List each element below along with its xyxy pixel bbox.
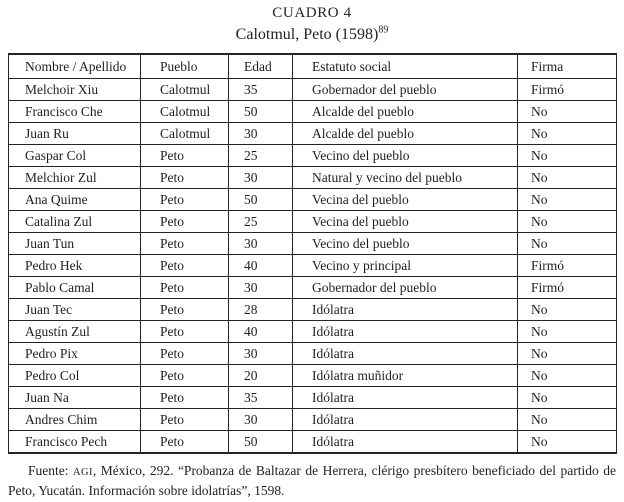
table-cell: 30 [229, 343, 293, 365]
table-cell: No [518, 343, 617, 365]
table-title: CUADRO 4 [272, 5, 352, 21]
table-row [9, 255, 617, 277]
table-cell: Peto [141, 233, 229, 255]
table-cell: Idólatra [293, 431, 518, 454]
table-cell: Pablo Camal [9, 277, 141, 299]
data-table [8, 53, 617, 454]
table-row [9, 233, 617, 255]
table-cell: Gobernador del pueblo [293, 277, 518, 299]
table-cell: Firmó [518, 277, 617, 299]
table-cell: Peto [141, 387, 229, 409]
table-cell: Idólatra [293, 299, 518, 321]
table-cell: 30 [229, 233, 293, 255]
table-cell: Melchoir Xiu [9, 79, 141, 101]
table-row [9, 409, 617, 431]
table-cell: 25 [229, 211, 293, 233]
table-cell: 35 [229, 387, 293, 409]
table-cell: Vecino del pueblo [293, 233, 518, 255]
table-cell: Pedro Col [9, 365, 141, 387]
table-cell: No [518, 211, 617, 233]
table-cell: 28 [229, 299, 293, 321]
table-cell: Peto [141, 409, 229, 431]
table-cell: No [518, 233, 617, 255]
table-cell: Idólatra [293, 387, 518, 409]
table-cell: Juan Ru [9, 123, 141, 145]
table-cell: Calotmul [141, 79, 229, 101]
table-cell: 40 [229, 321, 293, 343]
table-cell: Calotmul [141, 123, 229, 145]
table-cell: Peto [141, 321, 229, 343]
table-cell: No [518, 321, 617, 343]
table-cell: Peto [141, 277, 229, 299]
table-cell: No [518, 189, 617, 211]
table-cell: Pedro Hek [9, 255, 141, 277]
table-cell: Juan Na [9, 387, 141, 409]
table-cell: Alcalde del pueblo [293, 123, 518, 145]
table-cell: Peto [141, 343, 229, 365]
table-cell: Peto [141, 145, 229, 167]
table-row [9, 431, 617, 454]
table-cell: 50 [229, 101, 293, 123]
table-cell: Peto [141, 255, 229, 277]
table-cell: No [518, 101, 617, 123]
table-row [9, 321, 617, 343]
table-cell: Catalina Zul [9, 211, 141, 233]
source-acronym: AGI [72, 467, 93, 478]
table-cell: 30 [229, 123, 293, 145]
table-cell: 35 [229, 79, 293, 101]
table-cell: Vecino y principal [293, 255, 518, 277]
table-cell: Peto [141, 431, 229, 454]
table-cell: Juan Tec [9, 299, 141, 321]
table-cell: 40 [229, 255, 293, 277]
table-cell: Idólatra [293, 409, 518, 431]
table-cell: 20 [229, 365, 293, 387]
table-cell: Alcalde del pueblo [293, 101, 518, 123]
table-cell: Francisco Che [9, 101, 141, 123]
subtitle-text: Calotmul, Peto (1598) [235, 26, 379, 43]
column-header-pueblo: Pueblo [141, 54, 229, 79]
table-cell: Vecino del pueblo [293, 145, 518, 167]
table-cell: Peto [141, 365, 229, 387]
header-row [9, 54, 617, 79]
table-cell: Pedro Pix [9, 343, 141, 365]
table-row [9, 123, 617, 145]
table-cell: 50 [229, 189, 293, 211]
column-header-firma: Firma [518, 54, 617, 79]
table-cell: No [518, 409, 617, 431]
table-row [9, 387, 617, 409]
table-row [9, 189, 617, 211]
table-cell: Gaspar Col [9, 145, 141, 167]
table-cell: 25 [229, 145, 293, 167]
table-cell: No [518, 365, 617, 387]
source-text: , México, 292. “Probanza de Baltazar de Herrera, clérigo presbítero beneficiado del partido de Peto, Yucatán. Información sobre idolatrías”, 1598. [8, 463, 616, 498]
table-cell: Firmó [518, 79, 617, 101]
table-cell: No [518, 299, 617, 321]
table-row [9, 211, 617, 233]
table-cell: No [518, 145, 617, 167]
table-row [9, 277, 617, 299]
table-subtitle [0, 26, 624, 44]
table-cell: Melchior Zul [9, 167, 141, 189]
table-cell: Peto [141, 211, 229, 233]
table-cell: Idólatra [293, 343, 518, 365]
table-cell: Firmó [518, 255, 617, 277]
source-note [8, 462, 616, 499]
table-row [9, 299, 617, 321]
table-cell: Francisco Pech [9, 431, 141, 454]
table-cell: No [518, 123, 617, 145]
table-row [9, 145, 617, 167]
table-cell: 50 [229, 431, 293, 454]
table-row [9, 343, 617, 365]
table-row [9, 365, 617, 387]
table-cell: Peto [141, 299, 229, 321]
table-cell: Andres Chim [9, 409, 141, 431]
table-cell: Vecina del pueblo [293, 189, 518, 211]
table-cell: 30 [229, 277, 293, 299]
column-header-estatuto: Estatuto social [293, 54, 518, 79]
column-header-nombre: Nombre / Apellido [9, 54, 141, 79]
table-cell: No [518, 431, 617, 454]
table-cell: Vecina del pueblo [293, 211, 518, 233]
table-cell: Idólatra muñidor [293, 365, 518, 387]
table-cell: Calotmul [141, 101, 229, 123]
table-cell: Idólatra [293, 321, 518, 343]
table-cell: 30 [229, 167, 293, 189]
table-row [9, 167, 617, 189]
column-header-edad: Edad [229, 54, 293, 79]
table-cell: Agustín Zul [9, 321, 141, 343]
table-cell: Peto [141, 167, 229, 189]
table-cell: No [518, 387, 617, 409]
table-cell: 30 [229, 409, 293, 431]
table-body [9, 79, 617, 454]
source-label: Fuente: [28, 463, 73, 478]
table-cell: Peto [141, 189, 229, 211]
table-cell: No [518, 167, 617, 189]
table-cell: Ana Quime [9, 189, 141, 211]
table-cell: Natural y vecino del pueblo [293, 167, 518, 189]
table-cell: Gobernador del pueblo [293, 79, 518, 101]
table-cell: Juan Tun [9, 233, 141, 255]
table-row [9, 101, 617, 123]
footnote-marker: 89 [378, 24, 389, 36]
table-row [9, 79, 617, 101]
